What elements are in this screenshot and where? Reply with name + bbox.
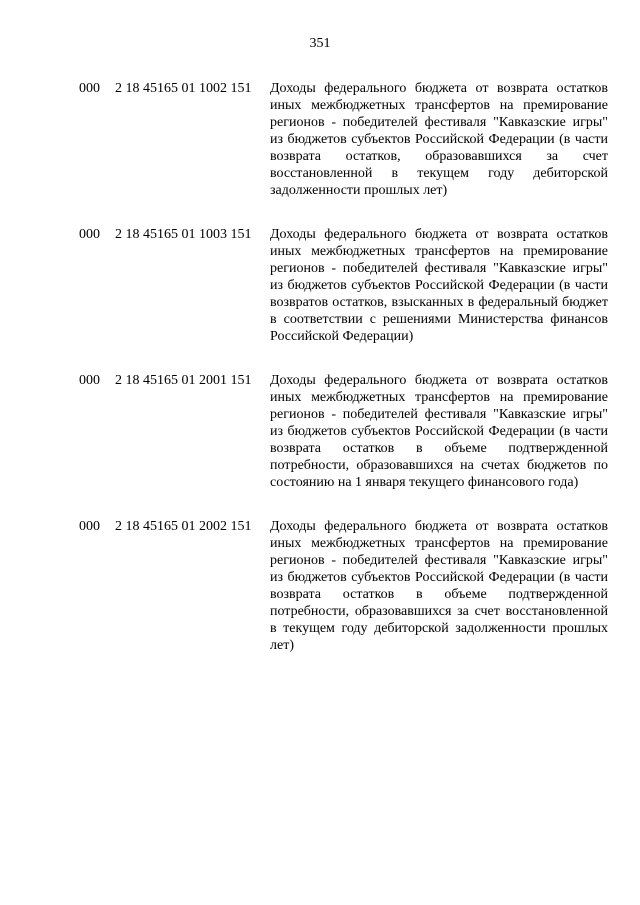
- code-description: Доходы федерального бюджета от возврата остатков иных межбюджетных трансфертов на премирование регионов - победителей фестиваля "Кавказские игры" из бюджетов субъектов Российской Федерации (в части возврата остатков в объеме подтвержденной потребности, образовавшихся на счетах бюджетов по состоянию на 1 января текущего финансового года): [270, 373, 608, 490]
- code-description: Доходы федерального бюджета от возврата остатков иных межбюджетных трансфертов на премирование регионов - победителей фестиваля "Кавказские игры" из бюджетов субъектов Российской Федерации (в части возврата остатков в объеме подтвержденной потребности, образовавшихся за счет восстановленной в текущем году дебиторской задолженности прошлых лет): [270, 519, 608, 653]
- admin-code: 000: [79, 81, 100, 96]
- admin-code: 000: [79, 227, 100, 242]
- admin-code: 000: [79, 519, 100, 534]
- admin-code: 000: [79, 373, 100, 388]
- budget-classification-code: 2 18 45165 01 1002 151: [115, 81, 252, 96]
- budget-classification-code: 2 18 45165 01 2002 151: [115, 519, 252, 534]
- page-number: 351: [309, 36, 331, 51]
- budget-entry: [0, 226, 640, 360]
- budget-entry: [0, 518, 640, 652]
- budget-classification-code: 2 18 45165 01 2001 151: [115, 373, 252, 388]
- budget-code-list: [0, 80, 640, 664]
- budget-classification-code: 2 18 45165 01 1003 151: [115, 227, 252, 242]
- code-description: Доходы федерального бюджета от возврата остатков иных межбюджетных трансфертов на премирование регионов - победителей фестиваля "Кавказские игры" из бюджетов субъектов Российской Федерации (в части возвратов остатков, взысканных в федеральный бюджет в соответствии с решениями Министерства финансов Российской Федерации): [270, 227, 608, 344]
- code-description: Доходы федерального бюджета от возврата остатков иных межбюджетных трансфертов на премирование регионов - победителей фестиваля "Кавказские игры" из бюджетов субъектов Российской Федерации (в части возврата остатков, образовавшихся за счет восстановленной в текущем году дебиторской задолженности прошлых лет): [270, 81, 608, 198]
- budget-entry: [0, 372, 640, 506]
- budget-entry: [0, 80, 640, 214]
